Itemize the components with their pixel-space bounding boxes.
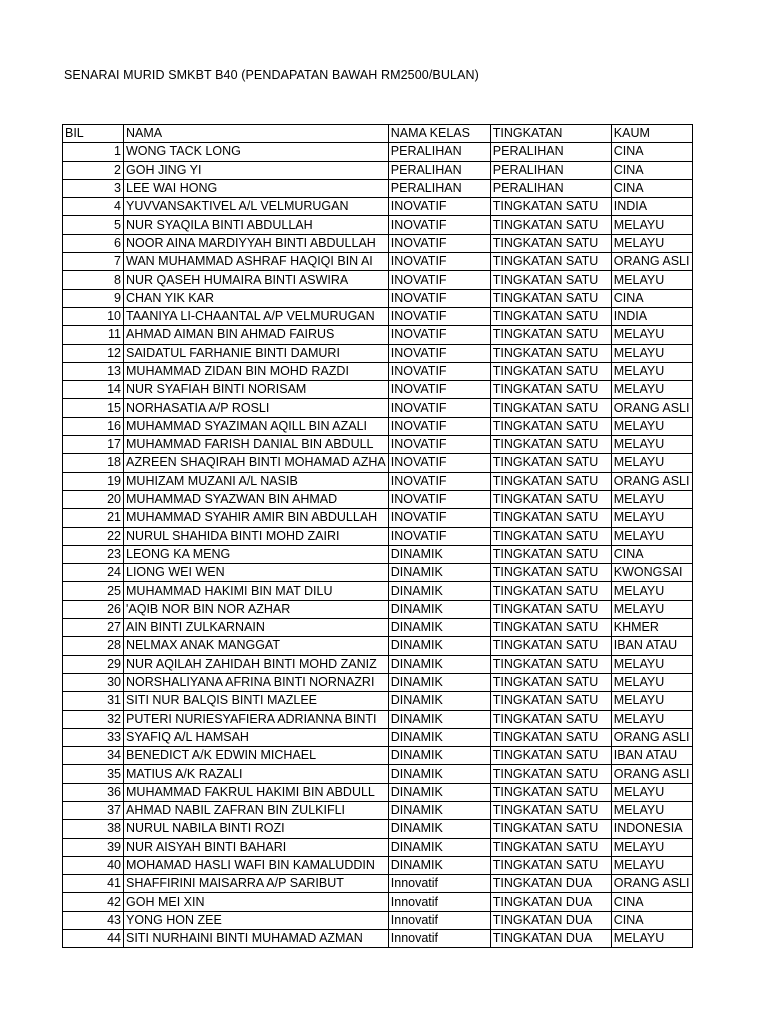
nama-cell: MUHAMMAD FARISH DANIAL BIN ABDULL bbox=[124, 436, 389, 454]
bil-cell: 38 bbox=[63, 820, 124, 838]
nama-cell: MATIUS A/K RAZALI bbox=[124, 765, 389, 783]
nama-cell: AHMAD NABIL ZAFRAN BIN ZULKIFLI bbox=[124, 801, 389, 819]
kaum-cell: KHMER bbox=[611, 619, 692, 637]
tingkatan-cell: TINGKATAN SATU bbox=[490, 271, 611, 289]
bil-cell: 33 bbox=[63, 728, 124, 746]
bil-cell: 22 bbox=[63, 527, 124, 545]
bil-cell: 15 bbox=[63, 399, 124, 417]
kaum-cell: ORANG ASLI bbox=[611, 399, 692, 417]
bil-cell: 39 bbox=[63, 838, 124, 856]
nama-kelas-cell: DINAMIK bbox=[388, 783, 490, 801]
bil-cell: 11 bbox=[63, 326, 124, 344]
bil-cell: 42 bbox=[63, 893, 124, 911]
nama-cell: NUR AQILAH ZAHIDAH BINTI MOHD ZANIZ bbox=[124, 655, 389, 673]
kaum-cell: MELAYU bbox=[611, 454, 692, 472]
tingkatan-cell: TINGKATAN SATU bbox=[490, 307, 611, 325]
nama-kelas-cell: Innovatif bbox=[388, 911, 490, 929]
nama-kelas-cell: DINAMIK bbox=[388, 600, 490, 618]
tingkatan-cell: TINGKATAN SATU bbox=[490, 673, 611, 691]
kaum-cell: MELAYU bbox=[611, 527, 692, 545]
header-row bbox=[63, 125, 693, 143]
kaum-cell: MELAYU bbox=[611, 600, 692, 618]
nama-cell: NUR SYAQILA BINTI ABDULLAH bbox=[124, 216, 389, 234]
kaum-cell: MELAYU bbox=[611, 344, 692, 362]
kaum-cell: MELAYU bbox=[611, 362, 692, 380]
nama-kelas-cell: DINAMIK bbox=[388, 582, 490, 600]
tingkatan-cell: TINGKATAN DUA bbox=[490, 911, 611, 929]
nama-cell: MUHAMMAD SYAZIMAN AQILL BIN AZALI bbox=[124, 417, 389, 435]
nama-cell: LIONG WEI WEN bbox=[124, 564, 389, 582]
table-row bbox=[63, 472, 693, 490]
nama-cell: WAN MUHAMMAD ASHRAF HAQIQI BIN AI bbox=[124, 253, 389, 271]
kaum-cell: INDONESIA bbox=[611, 820, 692, 838]
nama-kelas-cell: INOVATIF bbox=[388, 289, 490, 307]
table-row bbox=[63, 747, 693, 765]
kaum-cell: MELAYU bbox=[611, 490, 692, 508]
table-row bbox=[63, 930, 693, 948]
tingkatan-cell: TINGKATAN SATU bbox=[490, 582, 611, 600]
bil-cell: 3 bbox=[63, 179, 124, 197]
tingkatan-cell: TINGKATAN SATU bbox=[490, 747, 611, 765]
tingkatan-cell: TINGKATAN SATU bbox=[490, 527, 611, 545]
bil-cell: 9 bbox=[63, 289, 124, 307]
kaum-cell: MELAYU bbox=[611, 930, 692, 948]
tingkatan-cell: TINGKATAN SATU bbox=[490, 765, 611, 783]
kaum-cell: MELAYU bbox=[611, 856, 692, 874]
bil-cell: 44 bbox=[63, 930, 124, 948]
bil-cell: 2 bbox=[63, 161, 124, 179]
kaum-cell: MELAYU bbox=[611, 381, 692, 399]
nama-kelas-cell: DINAMIK bbox=[388, 673, 490, 691]
nama-kelas-cell: INOVATIF bbox=[388, 527, 490, 545]
table-row bbox=[63, 545, 693, 563]
nama-cell: 'AQIB NOR BIN NOR AZHAR bbox=[124, 600, 389, 618]
nama-kelas-cell: DINAMIK bbox=[388, 710, 490, 728]
bil-cell: 30 bbox=[63, 673, 124, 691]
nama-cell: PUTERI NURIESYAFIERA ADRIANNA BINTI bbox=[124, 710, 389, 728]
bil-cell: 27 bbox=[63, 619, 124, 637]
nama-kelas-cell: DINAMIK bbox=[388, 637, 490, 655]
nama-kelas-cell: DINAMIK bbox=[388, 820, 490, 838]
kaum-cell: CINA bbox=[611, 893, 692, 911]
table-row bbox=[63, 198, 693, 216]
bil-cell: 1 bbox=[63, 143, 124, 161]
tingkatan-cell: TINGKATAN SATU bbox=[490, 454, 611, 472]
nama-cell: LEONG KA MENG bbox=[124, 545, 389, 563]
nama-cell: LEE WAI HONG bbox=[124, 179, 389, 197]
bil-cell: 43 bbox=[63, 911, 124, 929]
bil-cell: 25 bbox=[63, 582, 124, 600]
bil-cell: 41 bbox=[63, 875, 124, 893]
tingkatan-cell: TINGKATAN SATU bbox=[490, 600, 611, 618]
tingkatan-cell: TINGKATAN DUA bbox=[490, 930, 611, 948]
tingkatan-cell: TINGKATAN SATU bbox=[490, 820, 611, 838]
nama-kelas-cell: PERALIHAN bbox=[388, 161, 490, 179]
kaum-cell: MELAYU bbox=[611, 801, 692, 819]
tingkatan-cell: TINGKATAN SATU bbox=[490, 728, 611, 746]
kaum-cell: CINA bbox=[611, 161, 692, 179]
tingkatan-cell: TINGKATAN SATU bbox=[490, 783, 611, 801]
kaum-cell: MELAYU bbox=[611, 216, 692, 234]
kaum-cell: MELAYU bbox=[611, 326, 692, 344]
tingkatan-cell: TINGKATAN SATU bbox=[490, 216, 611, 234]
kaum-cell: ORANG ASLI bbox=[611, 875, 692, 893]
nama-cell: NOOR AINA MARDIYYAH BINTI ABDULLAH bbox=[124, 234, 389, 252]
nama-kelas-cell: DINAMIK bbox=[388, 619, 490, 637]
nama-cell: GOH JING YI bbox=[124, 161, 389, 179]
bil-cell: 40 bbox=[63, 856, 124, 874]
nama-cell: CHAN YIK KAR bbox=[124, 289, 389, 307]
table-row bbox=[63, 289, 693, 307]
nama-kelas-cell: INOVATIF bbox=[388, 198, 490, 216]
tingkatan-cell: TINGKATAN SATU bbox=[490, 198, 611, 216]
nama-cell: NORHASATIA A/P ROSLI bbox=[124, 399, 389, 417]
tingkatan-cell: TINGKATAN SATU bbox=[490, 381, 611, 399]
bil-cell: 7 bbox=[63, 253, 124, 271]
bil-cell: 36 bbox=[63, 783, 124, 801]
kaum-cell: MELAYU bbox=[611, 509, 692, 527]
table-row bbox=[63, 619, 693, 637]
kaum-cell: ORANG ASLI bbox=[611, 728, 692, 746]
nama-kelas-cell: DINAMIK bbox=[388, 545, 490, 563]
nama-cell: NUR AISYAH BINTI BAHARI bbox=[124, 838, 389, 856]
nama-cell: GOH MEI XIN bbox=[124, 893, 389, 911]
table-row bbox=[63, 820, 693, 838]
bil-cell: 31 bbox=[63, 692, 124, 710]
table-row bbox=[63, 527, 693, 545]
nama-cell: NURUL NABILA BINTI ROZI bbox=[124, 820, 389, 838]
tingkatan-cell: TINGKATAN SATU bbox=[490, 436, 611, 454]
nama-kelas-cell: INOVATIF bbox=[388, 472, 490, 490]
nama-kelas-cell: DINAMIK bbox=[388, 765, 490, 783]
table-row bbox=[63, 143, 693, 161]
kaum-cell: MELAYU bbox=[611, 692, 692, 710]
nama-cell: MUHAMMAD SYAZWAN BIN AHMAD bbox=[124, 490, 389, 508]
bil-cell: 17 bbox=[63, 436, 124, 454]
table-row bbox=[63, 326, 693, 344]
table-body bbox=[63, 125, 693, 948]
table-row bbox=[63, 875, 693, 893]
tingkatan-cell: PERALIHAN bbox=[490, 161, 611, 179]
table-row bbox=[63, 637, 693, 655]
bil-cell: 20 bbox=[63, 490, 124, 508]
nama-cell: MUHAMMAD ZIDAN BIN MOHD RAZDI bbox=[124, 362, 389, 380]
tingkatan-cell: TINGKATAN SATU bbox=[490, 472, 611, 490]
nama-kelas-cell: DINAMIK bbox=[388, 564, 490, 582]
bil-cell: 16 bbox=[63, 417, 124, 435]
nama-cell: WONG TACK LONG bbox=[124, 143, 389, 161]
tingkatan-cell: TINGKATAN SATU bbox=[490, 509, 611, 527]
nama-kelas-cell: INOVATIF bbox=[388, 454, 490, 472]
tingkatan-cell: PERALIHAN bbox=[490, 179, 611, 197]
tingkatan-cell: TINGKATAN SATU bbox=[490, 234, 611, 252]
kaum-cell: MELAYU bbox=[611, 417, 692, 435]
nama-kelas-cell: Innovatif bbox=[388, 875, 490, 893]
table-row bbox=[63, 600, 693, 618]
table-row bbox=[63, 783, 693, 801]
nama-kelas-cell: INOVATIF bbox=[388, 436, 490, 454]
tingkatan-cell: TINGKATAN SATU bbox=[490, 490, 611, 508]
nama-kelas-cell: INOVATIF bbox=[388, 362, 490, 380]
nama-cell: MOHAMAD HASLI WAFI BIN KAMALUDDIN bbox=[124, 856, 389, 874]
kaum-cell: MELAYU bbox=[611, 783, 692, 801]
table-row bbox=[63, 509, 693, 527]
nama-kelas-cell: INOVATIF bbox=[388, 216, 490, 234]
nama-kelas-cell: DINAMIK bbox=[388, 728, 490, 746]
bil-cell: 37 bbox=[63, 801, 124, 819]
bil-cell: 13 bbox=[63, 362, 124, 380]
table-row bbox=[63, 673, 693, 691]
nama-cell: SITI NURHAINI BINTI MUHAMAD AZMAN bbox=[124, 930, 389, 948]
nama-cell: MUHIZAM MUZANI A/L NASIB bbox=[124, 472, 389, 490]
header-nama: NAMA bbox=[124, 125, 389, 143]
table-row bbox=[63, 253, 693, 271]
kaum-cell: CINA bbox=[611, 179, 692, 197]
nama-cell: AIN BINTI ZULKARNAIN bbox=[124, 619, 389, 637]
table-row bbox=[63, 399, 693, 417]
table-row bbox=[63, 179, 693, 197]
nama-cell: YONG HON ZEE bbox=[124, 911, 389, 929]
bil-cell: 18 bbox=[63, 454, 124, 472]
bil-cell: 24 bbox=[63, 564, 124, 582]
tingkatan-cell: TINGKATAN SATU bbox=[490, 856, 611, 874]
bil-cell: 10 bbox=[63, 307, 124, 325]
nama-kelas-cell: Innovatif bbox=[388, 893, 490, 911]
header-kaum: KAUM bbox=[611, 125, 692, 143]
table-row bbox=[63, 436, 693, 454]
nama-kelas-cell: INOVATIF bbox=[388, 234, 490, 252]
nama-kelas-cell: INOVATIF bbox=[388, 399, 490, 417]
table-row bbox=[63, 362, 693, 380]
nama-cell: SAIDATUL FARHANIE BINTI DAMURI bbox=[124, 344, 389, 362]
tingkatan-cell: TINGKATAN SATU bbox=[490, 564, 611, 582]
kaum-cell: MELAYU bbox=[611, 234, 692, 252]
nama-kelas-cell: Innovatif bbox=[388, 930, 490, 948]
table-row bbox=[63, 893, 693, 911]
nama-cell: BENEDICT A/K EDWIN MICHAEL bbox=[124, 747, 389, 765]
table-row bbox=[63, 344, 693, 362]
student-table bbox=[62, 124, 693, 948]
kaum-cell: MELAYU bbox=[611, 582, 692, 600]
kaum-cell: CINA bbox=[611, 143, 692, 161]
bil-cell: 4 bbox=[63, 198, 124, 216]
kaum-cell: CINA bbox=[611, 545, 692, 563]
nama-cell: SYAFIQ A/L HAMSAH bbox=[124, 728, 389, 746]
table-row bbox=[63, 234, 693, 252]
tingkatan-cell: PERALIHAN bbox=[490, 143, 611, 161]
tingkatan-cell: TINGKATAN SATU bbox=[490, 417, 611, 435]
bil-cell: 23 bbox=[63, 545, 124, 563]
nama-cell: NUR SYAFIAH BINTI NORISAM bbox=[124, 381, 389, 399]
bil-cell: 14 bbox=[63, 381, 124, 399]
kaum-cell: IBAN ATAU bbox=[611, 747, 692, 765]
table-row bbox=[63, 381, 693, 399]
kaum-cell: ORANG ASLI bbox=[611, 765, 692, 783]
kaum-cell: ORANG ASLI bbox=[611, 253, 692, 271]
tingkatan-cell: TINGKATAN SATU bbox=[490, 253, 611, 271]
table-row bbox=[63, 161, 693, 179]
table-row bbox=[63, 417, 693, 435]
nama-kelas-cell: DINAMIK bbox=[388, 692, 490, 710]
nama-kelas-cell: DINAMIK bbox=[388, 838, 490, 856]
bil-cell: 29 bbox=[63, 655, 124, 673]
table-row bbox=[63, 564, 693, 582]
bil-cell: 12 bbox=[63, 344, 124, 362]
table-row bbox=[63, 838, 693, 856]
table-row bbox=[63, 856, 693, 874]
bil-cell: 6 bbox=[63, 234, 124, 252]
kaum-cell: KWONGSAI bbox=[611, 564, 692, 582]
kaum-cell: CINA bbox=[611, 289, 692, 307]
tingkatan-cell: TINGKATAN DUA bbox=[490, 875, 611, 893]
nama-kelas-cell: DINAMIK bbox=[388, 747, 490, 765]
tingkatan-cell: TINGKATAN SATU bbox=[490, 637, 611, 655]
nama-kelas-cell: DINAMIK bbox=[388, 655, 490, 673]
tingkatan-cell: TINGKATAN SATU bbox=[490, 344, 611, 362]
kaum-cell: INDIA bbox=[611, 307, 692, 325]
table-row bbox=[63, 801, 693, 819]
nama-kelas-cell: PERALIHAN bbox=[388, 143, 490, 161]
tingkatan-cell: TINGKATAN SATU bbox=[490, 289, 611, 307]
kaum-cell: MELAYU bbox=[611, 271, 692, 289]
bil-cell: 19 bbox=[63, 472, 124, 490]
nama-kelas-cell: INOVATIF bbox=[388, 326, 490, 344]
nama-cell: AZREEN SHAQIRAH BINTI MOHAMAD AZHA bbox=[124, 454, 389, 472]
nama-cell: TAANIYA LI-CHAANTAL A/P VELMURUGAN bbox=[124, 307, 389, 325]
nama-cell: NELMAX ANAK MANGGAT bbox=[124, 637, 389, 655]
kaum-cell: CINA bbox=[611, 911, 692, 929]
nama-cell: MUHAMMAD HAKIMI BIN MAT DILU bbox=[124, 582, 389, 600]
table-row bbox=[63, 911, 693, 929]
tingkatan-cell: TINGKATAN SATU bbox=[490, 710, 611, 728]
table-row bbox=[63, 692, 693, 710]
nama-cell: MUHAMMAD SYAHIR AMIR BIN ABDULLAH bbox=[124, 509, 389, 527]
nama-cell: NUR QASEH HUMAIRA BINTI ASWIRA bbox=[124, 271, 389, 289]
bil-cell: 21 bbox=[63, 509, 124, 527]
nama-kelas-cell: DINAMIK bbox=[388, 856, 490, 874]
nama-kelas-cell: PERALIHAN bbox=[388, 179, 490, 197]
header-bil: BIL bbox=[63, 125, 124, 143]
table-row bbox=[63, 710, 693, 728]
nama-kelas-cell: INOVATIF bbox=[388, 381, 490, 399]
tingkatan-cell: TINGKATAN SATU bbox=[490, 545, 611, 563]
document-title: SENARAI MURID SMKBT B40 (PENDAPATAN BAWAH RM2500/BULAN) bbox=[64, 68, 479, 82]
nama-cell: NORSHALIYANA AFRINA BINTI NORNAZRI bbox=[124, 673, 389, 691]
bil-cell: 26 bbox=[63, 600, 124, 618]
kaum-cell: MELAYU bbox=[611, 838, 692, 856]
tingkatan-cell: TINGKATAN SATU bbox=[490, 619, 611, 637]
table-row bbox=[63, 307, 693, 325]
nama-cell: NURUL SHAHIDA BINTI MOHD ZAIRI bbox=[124, 527, 389, 545]
nama-kelas-cell: INOVATIF bbox=[388, 307, 490, 325]
nama-kelas-cell: INOVATIF bbox=[388, 253, 490, 271]
tingkatan-cell: TINGKATAN SATU bbox=[490, 399, 611, 417]
table-row bbox=[63, 271, 693, 289]
bil-cell: 32 bbox=[63, 710, 124, 728]
bil-cell: 35 bbox=[63, 765, 124, 783]
bil-cell: 34 bbox=[63, 747, 124, 765]
table-row bbox=[63, 216, 693, 234]
kaum-cell: MELAYU bbox=[611, 655, 692, 673]
tingkatan-cell: TINGKATAN SATU bbox=[490, 838, 611, 856]
nama-cell: AHMAD AIMAN BIN AHMAD FAIRUS bbox=[124, 326, 389, 344]
tingkatan-cell: TINGKATAN SATU bbox=[490, 655, 611, 673]
tingkatan-cell: TINGKATAN SATU bbox=[490, 326, 611, 344]
kaum-cell: ORANG ASLI bbox=[611, 472, 692, 490]
nama-cell: YUVVANSAKTIVEL A/L VELMURUGAN bbox=[124, 198, 389, 216]
table-row bbox=[63, 490, 693, 508]
bil-cell: 28 bbox=[63, 637, 124, 655]
header-tingkatan: TINGKATAN bbox=[490, 125, 611, 143]
tingkatan-cell: TINGKATAN SATU bbox=[490, 362, 611, 380]
nama-kelas-cell: INOVATIF bbox=[388, 509, 490, 527]
kaum-cell: IBAN ATAU bbox=[611, 637, 692, 655]
nama-kelas-cell: INOVATIF bbox=[388, 490, 490, 508]
kaum-cell: INDIA bbox=[611, 198, 692, 216]
table-row bbox=[63, 728, 693, 746]
nama-cell: MUHAMMAD FAKRUL HAKIMI BIN ABDULL bbox=[124, 783, 389, 801]
nama-kelas-cell: INOVATIF bbox=[388, 344, 490, 362]
nama-kelas-cell: INOVATIF bbox=[388, 417, 490, 435]
nama-kelas-cell: INOVATIF bbox=[388, 271, 490, 289]
tingkatan-cell: TINGKATAN DUA bbox=[490, 893, 611, 911]
nama-kelas-cell: DINAMIK bbox=[388, 801, 490, 819]
table-row bbox=[63, 454, 693, 472]
bil-cell: 5 bbox=[63, 216, 124, 234]
kaum-cell: MELAYU bbox=[611, 673, 692, 691]
table-row bbox=[63, 655, 693, 673]
nama-cell: SHAFFIRINI MAISARRA A/P SARIBUT bbox=[124, 875, 389, 893]
bil-cell: 8 bbox=[63, 271, 124, 289]
tingkatan-cell: TINGKATAN SATU bbox=[490, 801, 611, 819]
kaum-cell: MELAYU bbox=[611, 436, 692, 454]
table-row bbox=[63, 582, 693, 600]
header-nama-kelas: NAMA KELAS bbox=[388, 125, 490, 143]
table-row bbox=[63, 765, 693, 783]
kaum-cell: MELAYU bbox=[611, 710, 692, 728]
tingkatan-cell: TINGKATAN SATU bbox=[490, 692, 611, 710]
nama-cell: SITI NUR BALQIS BINTI MAZLEE bbox=[124, 692, 389, 710]
